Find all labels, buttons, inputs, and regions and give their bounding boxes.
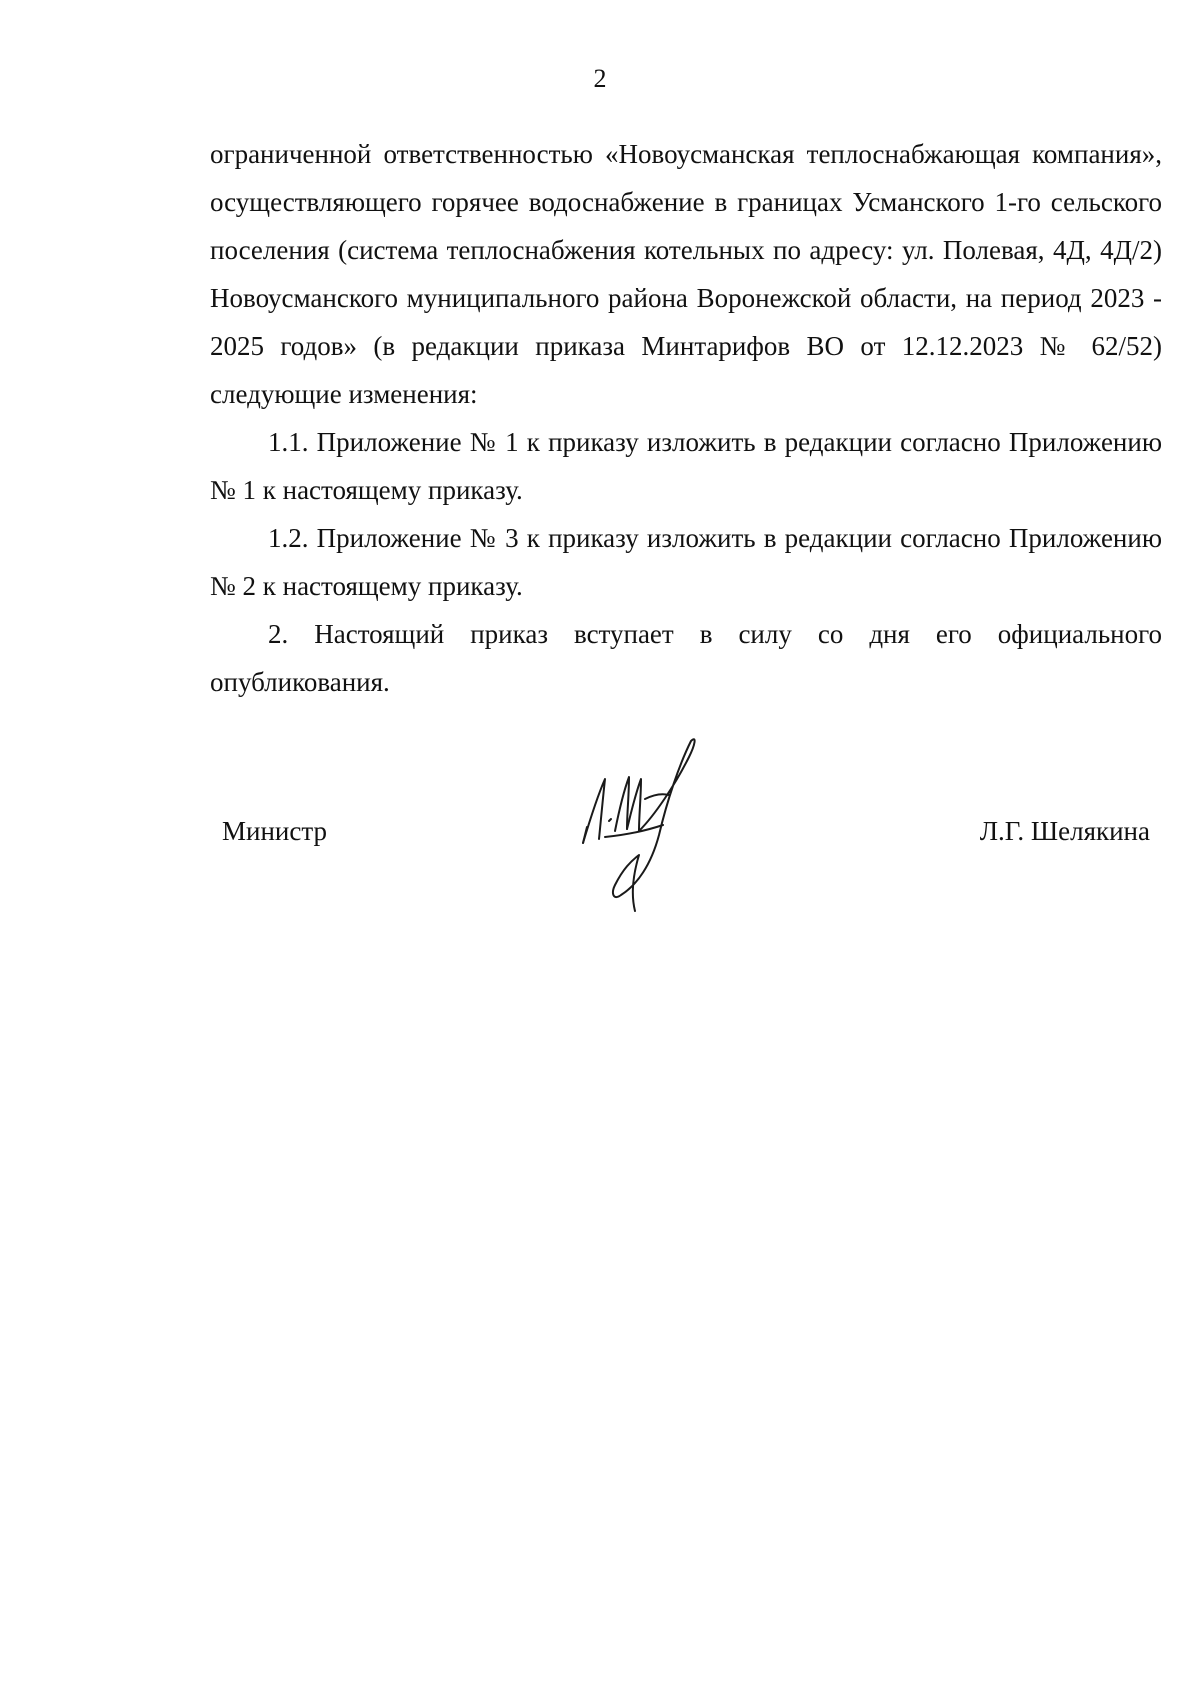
paragraph-continuation: ограниченной ответственностью «Новоусманская теплоснабжающая компания», осуществляющего горячее водоснабжение в границах Усманского 1-го сельского поселения (система теплоснабжения котельных по адресу: ул. Полевая, 4Д, 4Д/2) Новоусманского муниципального района Воронежской области, на период 2023 - 2025 годов» (в редакции приказа Минтарифов ВО от 12.12.2023 № 62/52) следующие изменения: bbox=[210, 139, 1162, 409]
paragraph-item-2: 2. Настоящий приказ вступает в силу со дня его официального опубликования. bbox=[210, 619, 1162, 697]
signer-name: Л.Г. Шелякина bbox=[979, 816, 1150, 846]
signature-block bbox=[210, 735, 1162, 935]
page-number: 2 bbox=[593, 64, 607, 93]
paragraph-item-1-1: 1.1. Приложение № 1 к приказу изложить в редакции согласно Приложению № 1 к настоящему приказу. bbox=[210, 427, 1162, 505]
signer-role: Министр bbox=[222, 816, 327, 846]
document-body bbox=[210, 130, 1162, 706]
signature-icon bbox=[575, 735, 715, 915]
paragraph-item-1-2: 1.2. Приложение № 3 к приказу изложить в редакции согласно Приложению № 2 к настоящему приказу. bbox=[210, 523, 1162, 601]
